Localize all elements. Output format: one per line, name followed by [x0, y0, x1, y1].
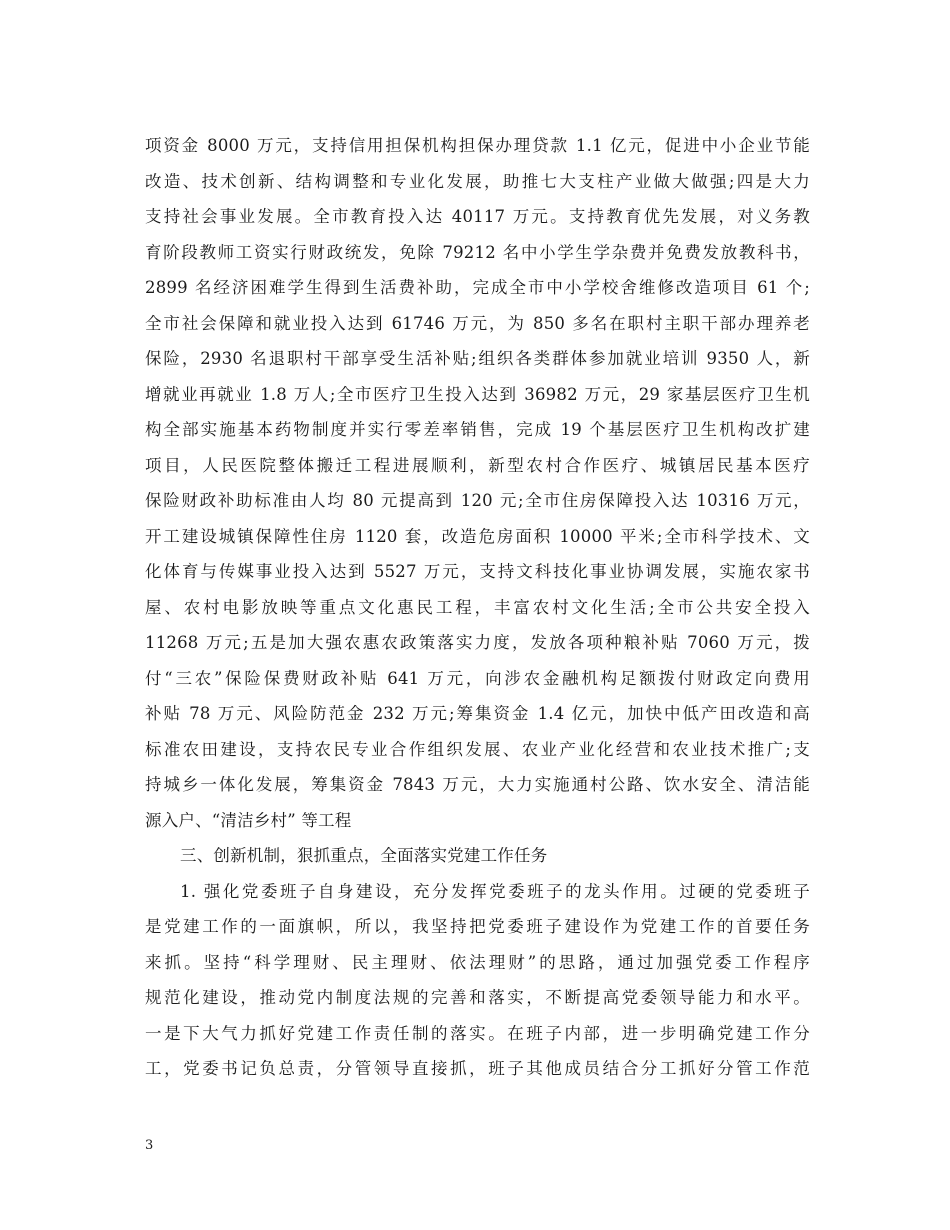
text-line: 11268 万元;五是加大强农惠农政策落实力度，发放各项种粮补贴 7060 万元，拨 [145, 633, 810, 652]
text-line: 保险，2930 名退职村干部享受生活补贴;组织各类群体参加就业培训 9350 人，新 [145, 349, 810, 368]
text-line: 项资金 8000 万元，支持信用担保机构担保办理贷款 1.1 亿元，促进中小企业节能 [145, 136, 810, 155]
text-line: 支持社会事业发展。全市教育投入达 40117 万元。支持教育优先发展，对义务教 [145, 207, 810, 226]
text-line: 付“三农”保险保费财政补贴 641 万元，向涉农金融机构足额拨付财政定向费用 [145, 668, 810, 688]
text-line: 2899 名经济困难学生得到生活费补助，完成全市中小学校舍维修改造项目 61 个; [145, 278, 810, 297]
text-line: 来抓。坚持“科学理财、民主理财、依法理财”的思路，通过加强党委工作程序 [145, 952, 810, 972]
text-line: 持城乡一体化发展，筹集资金 7843 万元，大力实施通村公路、饮水安全、清洁能 [145, 775, 810, 794]
text-line: 育阶段教师工资实行财政统发，免除 79212 名中小学生学杂费并免费发放教科书， [145, 242, 810, 262]
text-line: 化体育与传媒事业投入达到 5527 万元，支持文科技化事业协调发展，实施农家书 [145, 562, 810, 581]
text-line: 规范化建设，推动党内制度法规的完善和落实，不断提高党委领导能力和水平。 [145, 988, 810, 1007]
text-line: 增就业再就业 1.8 万人;全市医疗卫生投入达到 36982 万元，29 家基层医疗卫生机 [145, 384, 810, 404]
text-line: 一是下大气力抓好党建工作责任制的落实。在班子内部，进一步明确党建工作分 [145, 1023, 810, 1043]
text-line: 补贴 78 万元、风险防范金 232 万元;筹集资金 1.4 亿元，加快中低产田改造和高 [145, 704, 810, 723]
text-line: 全市社会保障和就业投入达到 61746 万元，为 850 多名在职村主职干部办理养老 [145, 313, 810, 333]
text-line: 保险财政补助标准由人均 80 元提高到 120 元;全市住房保障投入达 10316 万元， [145, 491, 810, 510]
body-text [145, 128, 810, 1087]
text-line: 开工建设城镇保障性住房 1120 套，改造危房面积 10000 平米;全市科学技术、文 [145, 526, 810, 546]
text-line: 1. 强化党委班子自身建设，充分发挥党委班子的龙头作用。过硬的党委班子 [180, 881, 810, 901]
text-line: 标准农田建设，支持农民专业合作组织发展、农业产业化经营和农业技术推广;支 [145, 739, 810, 759]
text-line: 构全部实施基本药物制度并实行零差率销售，完成 19 个基层医疗卫生机构改扩建 [145, 420, 810, 439]
section-heading: 三、创新机制，狠抓重点，全面落实党建工作任务 [180, 846, 548, 865]
text-line: 是党建工作的一面旗帜，所以，我坚持把党委班子建设作为党建工作的首要任务 [145, 917, 810, 936]
page-number: 3 [145, 1138, 154, 1153]
text-line: 工，党委书记负总责，分管领导直接抓，班子其他成员结合分工抓好分管工作范 [145, 1059, 810, 1078]
text-line: 源入户、“清洁乡村” 等工程 [145, 810, 352, 830]
text-line: 屋、农村电影放映等重点文化惠民工程，丰富农村文化生活;全市公共安全投入 [145, 597, 810, 617]
text-line: 项目，人民医院整体搬迁工程进展顺利，新型农村合作医疗、城镇居民基本医疗 [145, 455, 810, 475]
text-line: 改造、技术创新、结构调整和专业化发展，助推七大支柱产业做大做强;四是大力 [145, 171, 810, 191]
